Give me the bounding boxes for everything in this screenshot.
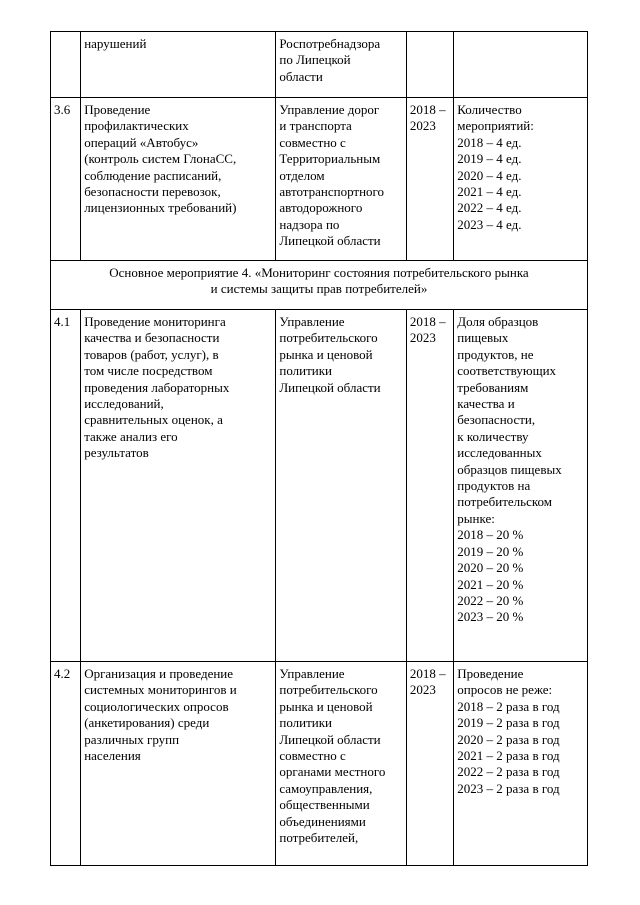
text-line: 2023 – 2 раза в год (457, 780, 560, 796)
text-line: качества и (457, 396, 515, 412)
text-line: 2023 (409, 118, 436, 134)
text-line: профилактических (84, 118, 189, 134)
table-row (51, 662, 588, 866)
executor-cell (276, 310, 406, 662)
indicator-cell (454, 32, 588, 98)
text-line: области (279, 68, 323, 84)
text-line: автодорожного (279, 200, 363, 216)
period-cell (406, 98, 453, 261)
text-line: безопасности перевозок, (84, 184, 221, 200)
text-line: Территориальным (279, 151, 381, 167)
text-line: качества и безопасности (84, 330, 220, 346)
text-line: Липецкой области (279, 233, 381, 249)
text-line: 2022 – 4 ед. (457, 200, 522, 216)
text-line: Управление дорог (279, 102, 380, 117)
text-line: 2018 – 20 % (457, 527, 524, 543)
text-line: результатов (84, 445, 149, 461)
text-line: операций «Автобус» (84, 134, 199, 150)
text-line: 2021 – 2 раза в год (457, 748, 560, 764)
text-line: безопасности, (457, 412, 536, 428)
text-line: социологических опросов (84, 698, 229, 714)
text-line: рынка и ценовой (279, 346, 373, 362)
text-line: 2022 – 20 % (457, 592, 524, 608)
text-line: Проведение (84, 102, 151, 117)
text-line: к количеству (457, 428, 529, 444)
activity-cell (81, 98, 276, 261)
text-line: Организация и проведение (84, 666, 234, 681)
text-line: самоуправления, (279, 780, 373, 796)
text-line: населения (84, 748, 141, 764)
table-row (51, 32, 588, 98)
text-line: Липецкой области (279, 379, 381, 395)
text-line: различных групп (84, 731, 180, 747)
text-line: исследований, (84, 396, 164, 412)
text-line: 2020 – 20 % (457, 560, 524, 576)
text-line: продуктов на (457, 478, 531, 494)
text-line: соблюдение расписаний, (84, 167, 222, 183)
text-line: отделом (279, 167, 325, 183)
text-line: по Липецкой (279, 52, 351, 68)
text-line: Роспотребнадзора (279, 36, 381, 51)
text-line: (контроль систем ГлонаСС, (84, 151, 237, 167)
text-line: Управление (279, 314, 345, 329)
row-number: 4.2 (51, 662, 81, 866)
period-cell (406, 662, 453, 866)
text-line: общественными (279, 797, 370, 813)
text-line: 2023 – 20 % (457, 609, 524, 625)
section-title (51, 261, 588, 310)
activity-cell (81, 32, 276, 98)
text-line: 2019 – 20 % (457, 543, 524, 559)
text-line: нарушений (84, 36, 147, 51)
activity-cell (81, 310, 276, 662)
text-line: надзора по (279, 216, 340, 232)
text-line: исследованных (457, 445, 542, 461)
text-line: Проведение мониторинга (84, 314, 226, 329)
text-line: потребительском (457, 494, 553, 510)
text-line: требованиям (457, 379, 529, 395)
text-line: рынке: (457, 510, 495, 526)
text-line: товаров (работ, услуг), в (84, 346, 219, 362)
text-line: пищевых (457, 330, 509, 346)
text-line: объединениями (279, 813, 366, 829)
text-line: лицензионных требований) (84, 200, 237, 216)
text-line: соответствующих (457, 363, 557, 379)
text-line: 2023 (409, 330, 436, 346)
text-line: проведения лабораторных (84, 379, 230, 395)
text-line: 2018 – 4 ед. (457, 134, 522, 150)
text-line: образцов пищевых (457, 461, 562, 477)
text-line: 2021 – 20 % (457, 576, 524, 592)
row-number: 4.1 (51, 310, 81, 662)
table-row (51, 310, 588, 662)
row-number (51, 32, 81, 98)
text-line: и системы защиты прав потребителей» (210, 281, 428, 297)
text-line: Управление (279, 666, 345, 681)
text-line: 2018 – 2 раза в год (457, 698, 560, 714)
text-line: автотранспортного (279, 184, 385, 200)
period-cell (406, 310, 453, 662)
text-line: 2023 (409, 682, 436, 698)
row-number: 3.6 (51, 98, 81, 261)
text-line: (анкетирования) среди (84, 715, 210, 731)
text-line: Проведение (457, 666, 524, 681)
executor-cell (276, 32, 406, 98)
indicator-cell (454, 662, 588, 866)
text-line: системных мониторингов и (84, 682, 237, 698)
text-line: политики (279, 715, 333, 731)
text-line: продуктов, не (457, 346, 534, 362)
text-line: потребительского (279, 682, 378, 698)
executor-cell (276, 662, 406, 866)
text-line: потребительского (279, 330, 378, 346)
text-line: 2020 – 4 ед. (457, 167, 522, 183)
text-line: и транспорта (279, 118, 352, 134)
text-line: Липецкой области (279, 731, 381, 747)
text-line: мероприятий: (457, 118, 534, 134)
text-line: опросов не реже: (457, 682, 553, 698)
text-line: 2019 – 4 ед. (457, 151, 522, 167)
text-line: рынка и ценовой (279, 698, 373, 714)
text-line: том числе посредством (84, 363, 213, 379)
indicator-cell (454, 310, 588, 662)
section-row (51, 261, 588, 310)
text-line: Основное мероприятие 4. «Мониторинг состояния потребительского рынка (109, 265, 529, 280)
executor-cell (276, 98, 406, 261)
text-line: совместно с (279, 748, 346, 764)
text-line: 2023 – 4 ед. (457, 216, 522, 232)
table-row (51, 98, 588, 261)
activity-cell (81, 662, 276, 866)
text-line: 2020 – 2 раза в год (457, 731, 560, 747)
text-line: 2018 – (409, 314, 446, 329)
text-line: органами местного (279, 764, 386, 780)
period-cell (406, 32, 453, 98)
text-line: 2018 – (409, 666, 446, 681)
text-line: политики (279, 363, 333, 379)
text-line: Доля образцов (457, 314, 539, 329)
text-line: 2019 – 2 раза в год (457, 715, 560, 731)
indicator-cell (454, 98, 588, 261)
text-line: также анализ его (84, 428, 178, 444)
text-line: 2021 – 4 ед. (457, 184, 522, 200)
text-line: совместно с (279, 134, 346, 150)
text-line: потребителей, (279, 830, 359, 846)
text-line: Количество (457, 102, 522, 117)
text-line: 2022 – 2 раза в год (457, 764, 560, 780)
activities-table (50, 31, 588, 866)
text-line: 2018 – (409, 102, 446, 117)
text-line: сравнительных оценок, а (84, 412, 223, 428)
